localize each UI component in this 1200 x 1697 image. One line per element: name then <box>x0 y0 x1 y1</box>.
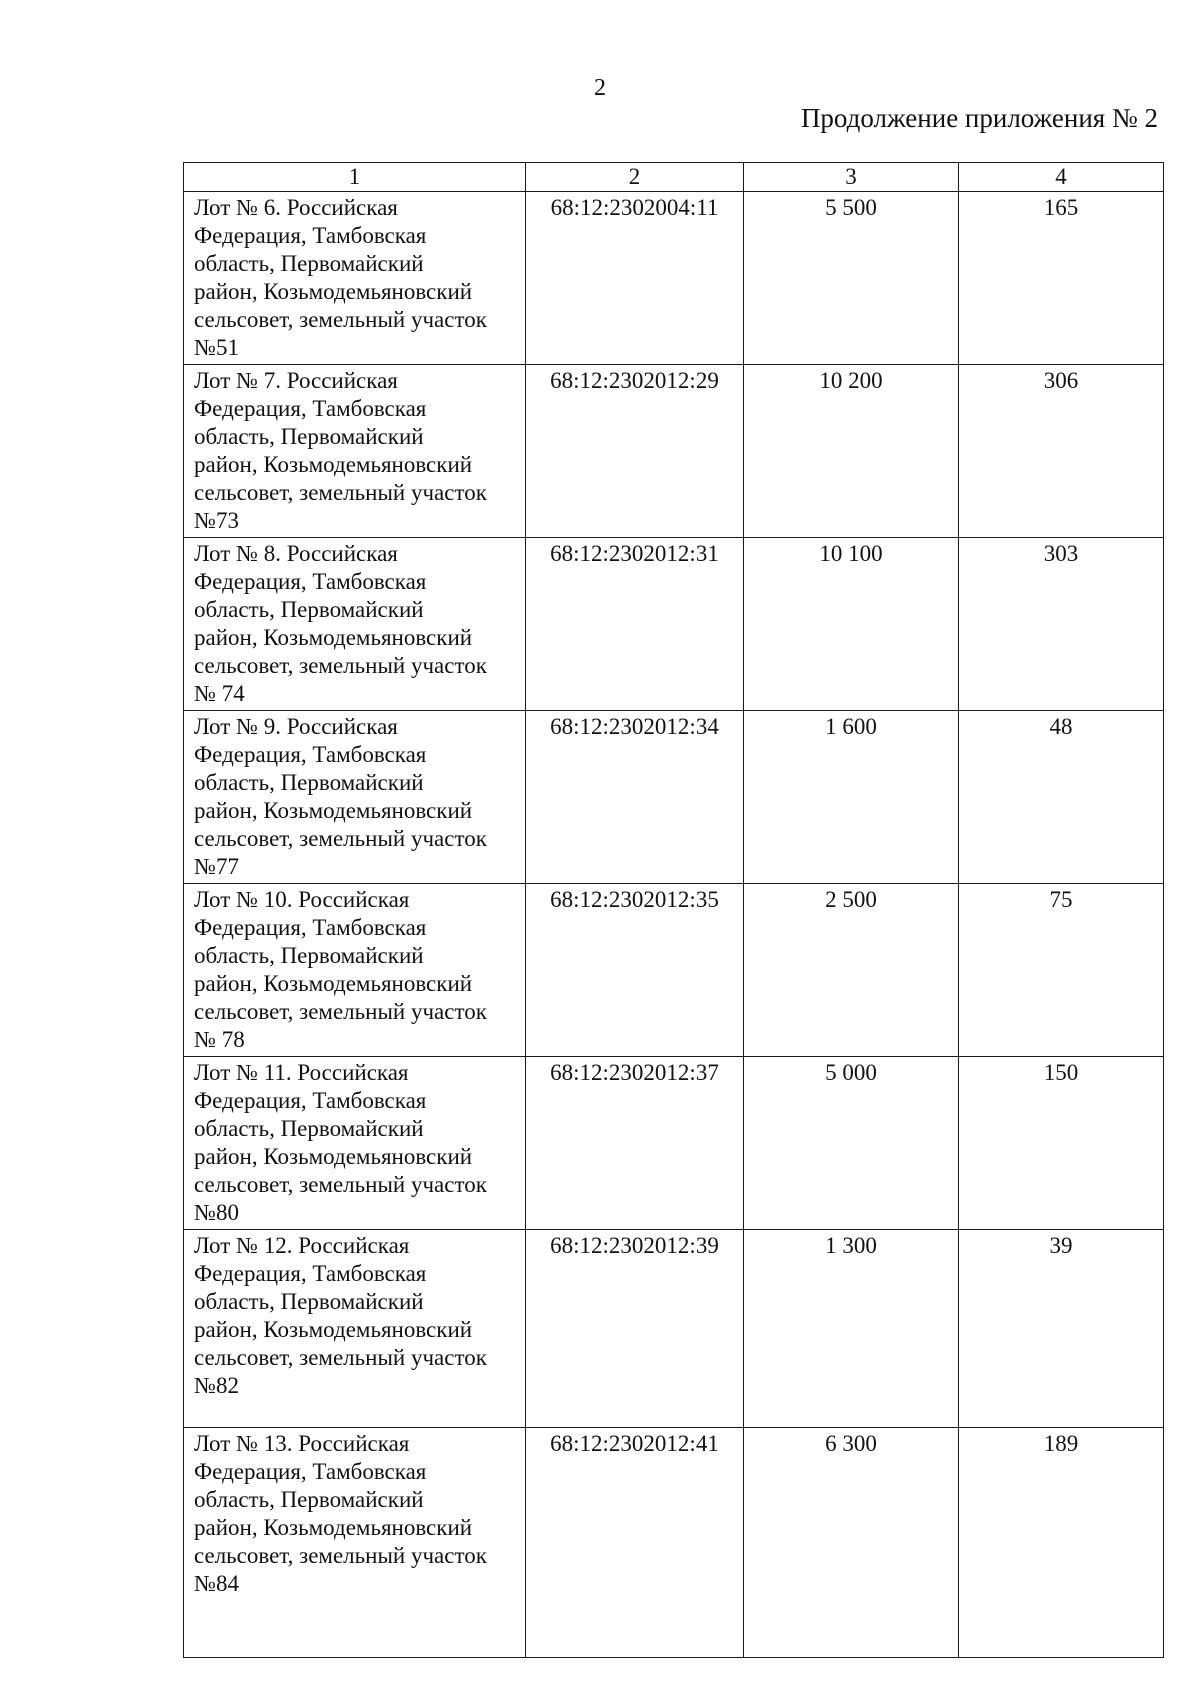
value-col-3: 1 300 <box>744 1230 959 1428</box>
table-row <box>184 884 1164 1057</box>
description-line: №82 <box>194 1373 239 1398</box>
column-header-2: 2 <box>526 163 744 192</box>
description-line: №84 <box>194 1571 239 1596</box>
cadastral-number: 68:12:2302012:37 <box>526 1057 744 1230</box>
cadastral-number: 68:12:2302012:34 <box>526 711 744 884</box>
description-line: район, Козьмодемьяновский <box>194 452 473 477</box>
description-line: №51 <box>194 335 239 360</box>
column-header-1: 1 <box>184 163 526 192</box>
description-line: сельсовет, земельный участок <box>194 999 487 1024</box>
value-col-3: 2 500 <box>744 884 959 1057</box>
lot-description <box>184 1428 526 1658</box>
description-line: сельсовет, земельный участок <box>194 480 487 505</box>
description-line: Лот № 8. Российская <box>194 541 398 566</box>
column-header-3: 3 <box>744 163 959 192</box>
page-number: 2 <box>594 75 606 101</box>
table-row <box>184 711 1164 884</box>
value-col-4: 306 <box>959 365 1164 538</box>
description-line: Федерация, Тамбовская <box>194 915 427 940</box>
description-line: Лот № 9. Российская <box>194 714 398 739</box>
description-line: №77 <box>194 854 239 879</box>
value-col-3: 5 500 <box>744 192 959 365</box>
description-line: сельсовет, земельный участок <box>194 1345 487 1370</box>
description-line: № 74 <box>194 681 245 706</box>
value-col-4: 303 <box>959 538 1164 711</box>
description-line: сельсовет, земельный участок <box>194 1172 487 1197</box>
cadastral-number: 68:12:2302012:31 <box>526 538 744 711</box>
description-line: район, Козьмодемьяновский <box>194 279 473 304</box>
value-col-3: 5 000 <box>744 1057 959 1230</box>
description-line: №73 <box>194 508 239 533</box>
lot-description <box>184 192 526 365</box>
description-line: Федерация, Тамбовская <box>194 569 427 594</box>
lot-description <box>184 365 526 538</box>
cadastral-number: 68:12:2302012:35 <box>526 884 744 1057</box>
description-line: область, Первомайский <box>194 1487 424 1512</box>
lot-description <box>184 1057 526 1230</box>
description-line: сельсовет, земельный участок <box>194 653 487 678</box>
lot-description <box>184 1230 526 1428</box>
cadastral-number: 68:12:2302012:29 <box>526 365 744 538</box>
table-row <box>184 365 1164 538</box>
description-line: Лот № 13. Российская <box>194 1431 410 1456</box>
description-line: Лот № 11. Российская <box>194 1060 409 1085</box>
description-line: область, Первомайский <box>194 597 424 622</box>
description-line: сельсовет, земельный участок <box>194 826 487 851</box>
value-col-3: 6 300 <box>744 1428 959 1658</box>
description-line: № 78 <box>194 1027 245 1052</box>
description-line: район, Козьмодемьяновский <box>194 971 473 996</box>
description-line: сельсовет, земельный участок <box>194 1543 487 1568</box>
value-col-3: 1 600 <box>744 711 959 884</box>
lots-table <box>183 162 1164 1658</box>
table-row <box>184 1428 1164 1658</box>
description-line: Федерация, Тамбовская <box>194 1088 427 1113</box>
description-line: область, Первомайский <box>194 424 424 449</box>
description-line: №80 <box>194 1200 239 1225</box>
value-col-4: 48 <box>959 711 1164 884</box>
description-line: район, Козьмодемьяновский <box>194 1144 473 1169</box>
appendix-title: Продолжение приложения № 2 <box>800 103 1158 133</box>
value-col-3: 10 100 <box>744 538 959 711</box>
description-line: область, Первомайский <box>194 1116 424 1141</box>
lot-description <box>184 538 526 711</box>
table-header-row <box>184 163 1164 192</box>
table-row <box>184 1057 1164 1230</box>
description-line: Лот № 6. Российская <box>194 195 398 220</box>
description-line: Федерация, Тамбовская <box>194 223 427 248</box>
description-line: сельсовет, земельный участок <box>194 307 487 332</box>
description-line: Федерация, Тамбовская <box>194 742 427 767</box>
description-line: Федерация, Тамбовская <box>194 1261 427 1286</box>
value-col-4: 150 <box>959 1057 1164 1230</box>
description-line: район, Козьмодемьяновский <box>194 625 473 650</box>
description-line: Лот № 7. Российская <box>194 368 398 393</box>
cadastral-number: 68:12:2302004:11 <box>526 192 744 365</box>
description-line: область, Первомайский <box>194 943 424 968</box>
description-line: район, Козьмодемьяновский <box>194 1317 473 1342</box>
lot-description <box>184 711 526 884</box>
description-line: область, Первомайский <box>194 770 424 795</box>
description-line: область, Первомайский <box>194 251 424 276</box>
column-header-4: 4 <box>959 163 1164 192</box>
lot-description <box>184 884 526 1057</box>
value-col-4: 189 <box>959 1428 1164 1658</box>
table-row <box>184 1230 1164 1428</box>
description-line: район, Козьмодемьяновский <box>194 798 473 823</box>
table-row <box>184 192 1164 365</box>
cadastral-number: 68:12:2302012:41 <box>526 1428 744 1658</box>
description-line: Федерация, Тамбовская <box>194 1459 427 1484</box>
description-line: Федерация, Тамбовская <box>194 396 427 421</box>
value-col-4: 75 <box>959 884 1164 1057</box>
description-line: область, Первомайский <box>194 1289 424 1314</box>
description-line: район, Козьмодемьяновский <box>194 1515 473 1540</box>
cadastral-number: 68:12:2302012:39 <box>526 1230 744 1428</box>
value-col-4: 165 <box>959 192 1164 365</box>
table-row <box>184 538 1164 711</box>
value-col-3: 10 200 <box>744 365 959 538</box>
value-col-4: 39 <box>959 1230 1164 1428</box>
description-line: Лот № 10. Российская <box>194 887 410 912</box>
description-line: Лот № 12. Российская <box>194 1233 410 1258</box>
